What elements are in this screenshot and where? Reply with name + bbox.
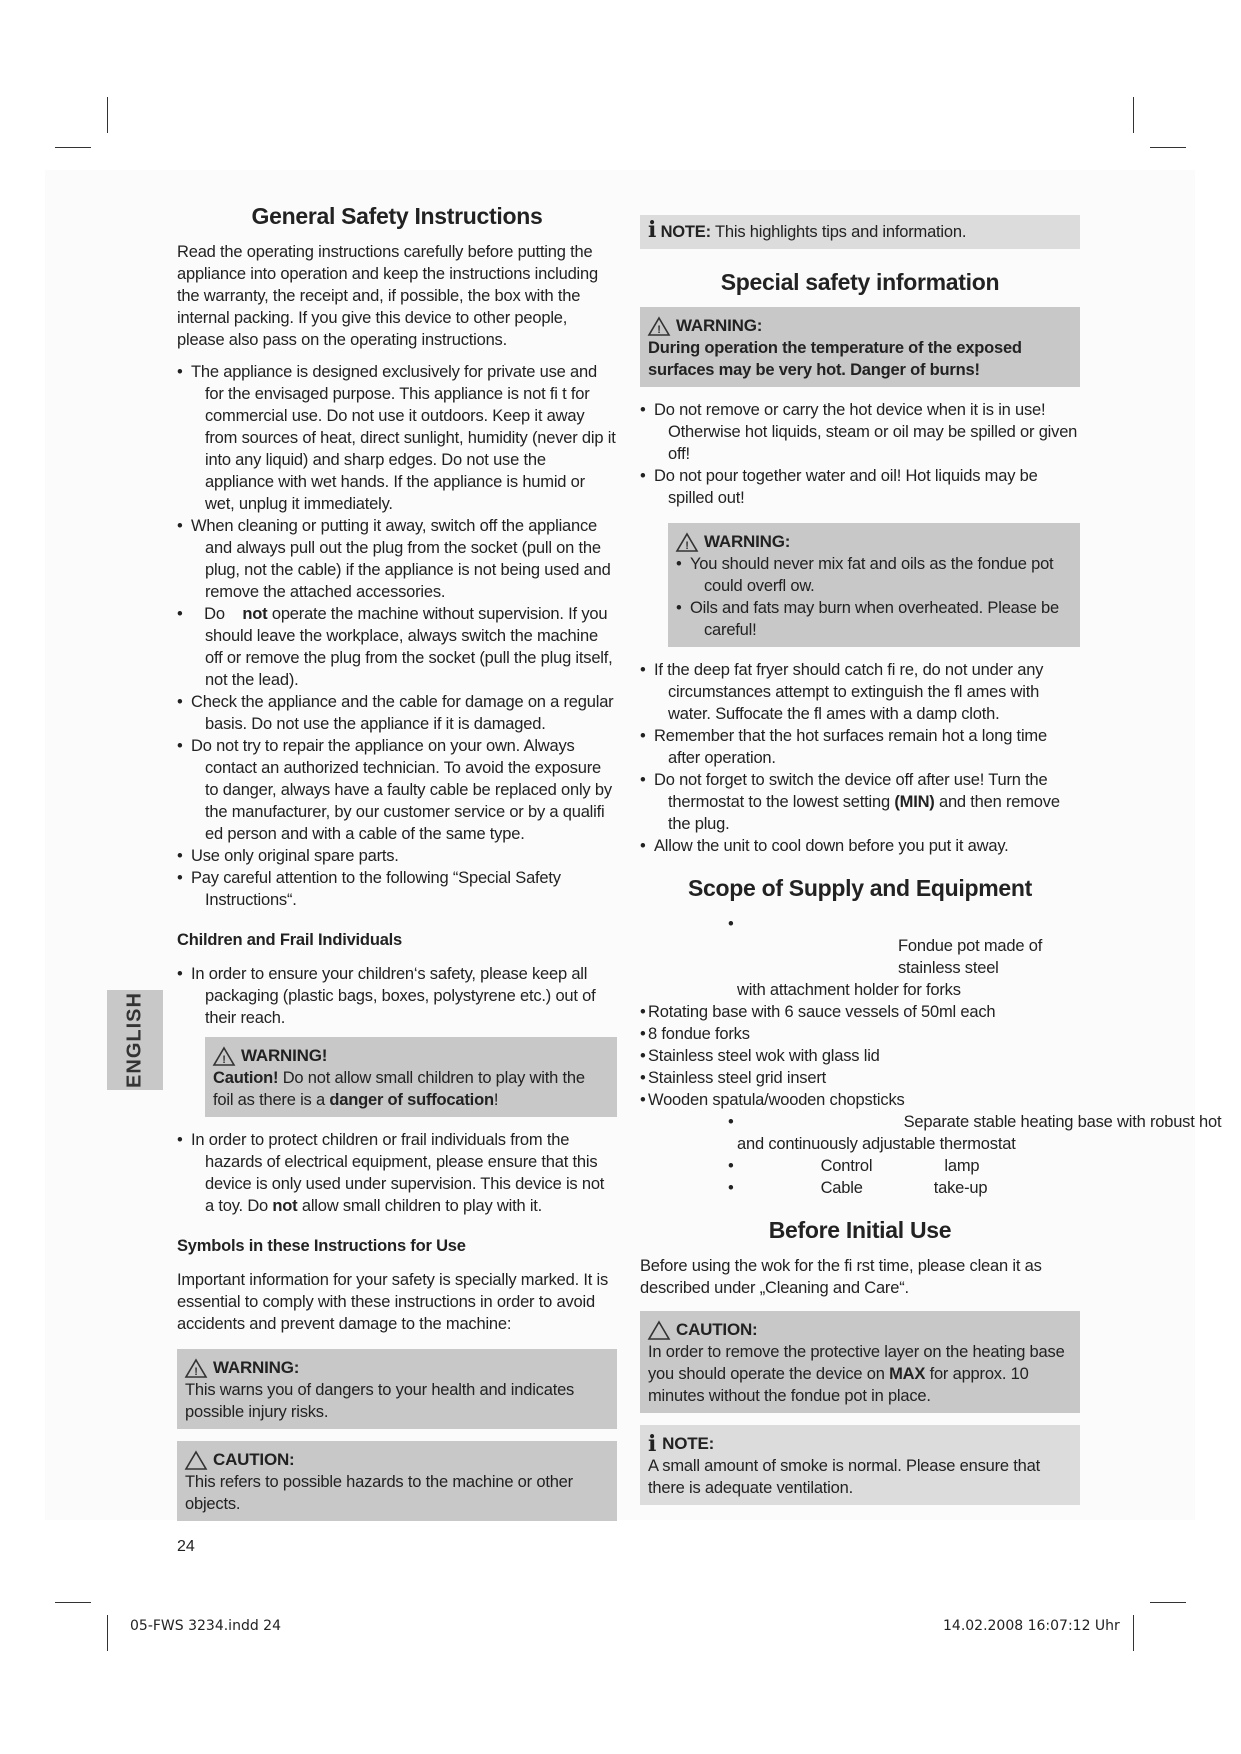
- list-item: • Allow the unit to cool down before you put it away.: [640, 835, 1080, 857]
- warning-triangle-icon: [648, 317, 670, 336]
- special-warning-box: [640, 307, 1080, 387]
- list-item: • Do not operate the machine without supervision. If you should leave the workplace, always switch the machine off or remove the plug from the socket (pull the plug itself, not the lead).: [177, 603, 617, 691]
- caution-title: CAUTION:: [648, 1319, 1072, 1341]
- svg-text:!: !: [222, 1053, 226, 1066]
- fat-warning-box: [668, 523, 1080, 647]
- list-item: • Do not pour together water and oil! Hot liquids may be spilled out!: [640, 465, 1080, 509]
- list-item: • In order to protect children or frail individuals from the hazards of electrical equipment, please ensure that this device is only used under supervision. This device is not a toy. Do not allow small children to play with it.: [177, 1129, 617, 1217]
- svg-text:!: !: [685, 539, 689, 552]
- list-item: • Stainless steel grid insert: [640, 1067, 1080, 1089]
- special-safety-title: Special safety information: [720, 269, 1000, 295]
- caution-title: CAUTION:: [185, 1449, 609, 1471]
- crop-mark: [107, 97, 108, 133]
- warning-triangle-icon: [676, 533, 698, 552]
- before-use-paragraph: Before using the wok for the fi rst time, please clean it as described under „Cleaning and Care“.: [640, 1257, 1042, 1297]
- crop-mark: [1133, 1615, 1134, 1651]
- note-text: A small amount of smoke is normal. Please ensure that there is adequate ventilation.: [648, 1457, 1041, 1497]
- list-item: • Cable take-up: [728, 1179, 988, 1197]
- svg-text:!: !: [194, 1365, 198, 1378]
- note-box-top: [640, 215, 1080, 249]
- children-heading: Children and Frail Individuals: [177, 931, 403, 949]
- svg-text:!: !: [657, 323, 661, 336]
- language-tab: [107, 990, 163, 1090]
- list-item: •Fondue pot made of stainless steel with attachment holder for forks: [728, 915, 1043, 999]
- note-text: This highlights tips and information.: [715, 223, 967, 241]
- children-list: [177, 963, 617, 1029]
- crop-mark: [1133, 97, 1134, 133]
- list-item: • In order to ensure your children‘s safety, please keep all packaging (plastic bags, boxes, polystyrene etc.) out of their reach.: [177, 963, 617, 1029]
- warning-title: ! WARNING!: [213, 1045, 609, 1067]
- more-safety-list: [640, 659, 1080, 857]
- special-safety-list: [640, 399, 1080, 509]
- list-item: • Check the appliance and the cable for damage on a regular basis. Do not use the appliance if it is damaged.: [177, 691, 617, 735]
- general-safety-list: [177, 361, 617, 911]
- crop-mark: [1150, 147, 1186, 148]
- warning-triangle-icon: [185, 1359, 207, 1378]
- list-item: • Stainless steel wok with glass lid: [640, 1045, 1080, 1067]
- intro-paragraph: Read the operating instructions carefully before putting the appliance into operation and keep the instructions including the warranty, the receipt and, if possible, the box with the internal packing. If you give this device to other people, please also pass on the operating instructions.: [177, 243, 598, 349]
- note-label: NOTE:: [660, 223, 711, 241]
- list-item: • Separate stable heating base with robust hot and continuously adjustable thermostat: [728, 1113, 1222, 1153]
- crop-mark: [55, 1602, 91, 1603]
- info-icon: i: [648, 217, 657, 243]
- children-list-2: [177, 1129, 617, 1217]
- symbols-paragraph: Important information for your safety is specially marked. It is essential to comply with these instructions in order to avoid accidents and prevent damage to the machine:: [177, 1271, 609, 1333]
- warning-text: This warns you of dangers to your health and indicates possible injury risks.: [185, 1381, 575, 1421]
- warning-text: During operation the temperature of the exposed surfaces may be very hot. Danger of burns!: [648, 339, 1022, 379]
- caution-text: This refers to possible hazards to the machine or other objects.: [185, 1473, 573, 1513]
- caution-text: In order to remove the protective layer on the heating base you should operate the device on MAX for approx. 10 minutes without the fondue pot in place.: [648, 1343, 1065, 1405]
- symbols-heading: Symbols in these Instructions for Use: [177, 1237, 466, 1255]
- list-item: • Pay careful attention to the following “Special Safety Instructions“.: [177, 867, 617, 911]
- before-caution-box: [640, 1311, 1080, 1413]
- symbol-warning-box: [177, 1349, 617, 1429]
- list-item: • If the deep fat fryer should catch fi re, do not under any circumstances attempt to extinguish the fl ames with water. Suffocate the fl ames with a damp cloth.: [640, 659, 1080, 725]
- list-item: • Do not remove or carry the hot device when it is in use! Otherwise hot liquids, steam or oil may be spilled or given off!: [640, 399, 1080, 465]
- right-column: [640, 215, 1222, 1517]
- caution-triangle-icon: [185, 1451, 207, 1470]
- warning-title: ! WARNING:: [648, 315, 1072, 337]
- list-item: • Oils and fats may burn when overheated. Please be careful!: [676, 597, 1072, 641]
- list-item: • Do not forget to switch the device off after use! Turn the thermostat to the lowest setting (MIN) and then remove the plug.: [640, 769, 1080, 835]
- note-title: i NOTE:: [648, 1431, 715, 1457]
- before-use-title: Before Initial Use: [768, 1217, 952, 1243]
- list-item: • You should never mix fat and oils as the fondue pot could overfl ow.: [676, 553, 1072, 597]
- warning-title: ! WARNING:: [676, 531, 1072, 553]
- caution-triangle-icon: [648, 1321, 670, 1340]
- crop-mark: [55, 147, 91, 148]
- scope-list: [640, 913, 1222, 1199]
- warning-title: ! WARNING:: [185, 1357, 609, 1379]
- left-column: [177, 205, 617, 1533]
- children-warning-box: [205, 1037, 617, 1117]
- crop-mark: [1150, 1602, 1186, 1603]
- warning-triangle-icon: [213, 1047, 235, 1066]
- list-item: • 8 fondue forks: [640, 1023, 1080, 1045]
- list-item: • Use only original spare parts.: [177, 845, 617, 867]
- fat-warning-list: [676, 553, 1072, 641]
- warning-text: Caution! Do not allow small children to play with the foil as there is a danger of suffocation!: [213, 1069, 585, 1109]
- list-item: • When cleaning or putting it away, switch off the appliance and always pull out the plug from the socket (pull on the plug, not the cable) if the appliance is not being used and remove the attached accessories.: [177, 515, 617, 603]
- scope-title: Scope of Supply and Equipment: [688, 875, 1032, 901]
- list-item: • The appliance is designed exclusively for private use and for the envisaged purpose. This appliance is not fi t for commercial use. Do not use it outdoors. Keep it away from sources of heat, direct sunlight, humidity (never dip it into any liquid) and sharp edges. Do not use the appliance with wet hands. If the appliance is humid or wet, unplug it immediately.: [177, 361, 617, 515]
- footer-file-name: 05-FWS 3234.indd 24: [130, 1618, 281, 1634]
- list-item: • Control lamp: [728, 1157, 980, 1175]
- symbol-caution-box: [177, 1441, 617, 1521]
- list-item: • Remember that the hot surfaces remain hot a long time after operation.: [640, 725, 1080, 769]
- list-item: • Do not try to repair the appliance on your own. Always contact an authorized technician. To avoid the exposure to danger, always have a faulty cable be replaced only by the manufacturer, by our customer service or by a qualifi ed person and with a cable of the same type.: [177, 735, 617, 845]
- footer-timestamp: 14.02.2008 16:07:12 Uhr: [943, 1618, 1120, 1634]
- list-item: • Rotating base with 6 sauce vessels of 50ml each: [640, 1001, 1080, 1023]
- general-safety-title: General Safety Instructions: [251, 203, 543, 229]
- page-number: 24: [177, 1538, 195, 1555]
- crop-mark: [107, 1615, 108, 1651]
- language-tab-label: ENGLISH: [123, 992, 146, 1088]
- list-item: • Wooden spatula/wooden chopsticks: [640, 1089, 1080, 1111]
- info-icon: i: [648, 1431, 657, 1457]
- before-note-box: [640, 1425, 1080, 1505]
